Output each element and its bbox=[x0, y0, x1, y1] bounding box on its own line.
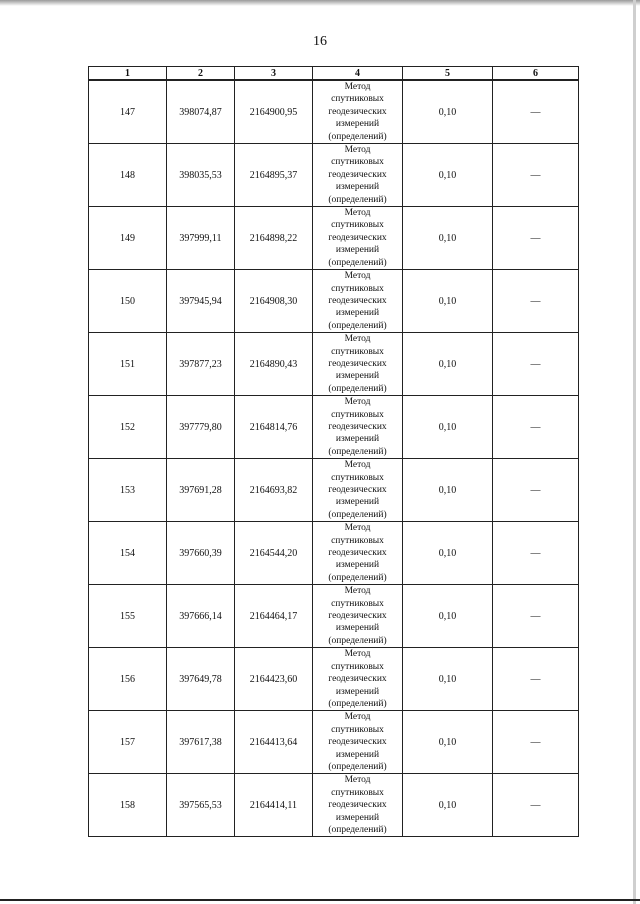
table-body bbox=[89, 80, 579, 837]
table-row bbox=[89, 711, 579, 774]
accuracy-cell: 0,10 bbox=[403, 648, 493, 711]
method-line: геодезических bbox=[328, 611, 387, 622]
accuracy-cell: 0,10 bbox=[403, 711, 493, 774]
point-number-cell: 157 bbox=[89, 711, 167, 774]
method-line: геодезических bbox=[328, 674, 387, 685]
y-coordinate-cell: 2164900,95 bbox=[235, 80, 313, 144]
method-line: спутниковых bbox=[331, 535, 384, 546]
method-line: Метод bbox=[344, 586, 371, 597]
method-line: спутниковых bbox=[331, 220, 384, 231]
method-line: (определений) bbox=[328, 320, 387, 331]
point-number-cell: 154 bbox=[89, 522, 167, 585]
method-cell bbox=[313, 774, 403, 837]
method-line: измерений bbox=[335, 434, 380, 445]
method-line: спутниковых bbox=[331, 724, 384, 735]
point-number-cell: 151 bbox=[89, 333, 167, 396]
y-coordinate-cell: 2164423,60 bbox=[235, 648, 313, 711]
point-number-cell: 152 bbox=[89, 396, 167, 459]
method-line: (определений) bbox=[328, 509, 387, 520]
x-coordinate-cell: 397649,78 bbox=[167, 648, 235, 711]
x-coordinate-cell: 397565,53 bbox=[167, 774, 235, 837]
accuracy-cell: 0,10 bbox=[403, 774, 493, 837]
note-cell: — bbox=[493, 522, 579, 585]
accuracy-cell: 0,10 bbox=[403, 333, 493, 396]
method-line: геодезических bbox=[328, 548, 387, 559]
method-line: геодезических bbox=[328, 106, 387, 117]
accuracy-cell: 0,10 bbox=[403, 522, 493, 585]
method-line: Метод bbox=[344, 334, 371, 345]
table-row bbox=[89, 207, 579, 270]
y-coordinate-cell: 2164464,17 bbox=[235, 585, 313, 648]
accuracy-cell: 0,10 bbox=[403, 207, 493, 270]
x-coordinate-cell: 398074,87 bbox=[167, 80, 235, 144]
method-line: измерений bbox=[335, 119, 380, 130]
method-line: спутниковых bbox=[331, 94, 384, 105]
method-line: геодезических bbox=[328, 358, 387, 369]
method-line: Метод bbox=[344, 523, 371, 534]
coordinates-table bbox=[88, 66, 579, 837]
method-line: Метод bbox=[344, 712, 371, 723]
table-row bbox=[89, 333, 579, 396]
method-cell bbox=[313, 585, 403, 648]
accuracy-cell: 0,10 bbox=[403, 80, 493, 144]
accuracy-cell: 0,10 bbox=[403, 396, 493, 459]
scan-top-shadow bbox=[0, 0, 640, 6]
method-cell bbox=[313, 711, 403, 774]
table-row bbox=[89, 270, 579, 333]
x-coordinate-cell: 397666,14 bbox=[167, 585, 235, 648]
note-cell: — bbox=[493, 207, 579, 270]
method-line: спутниковых bbox=[331, 787, 384, 798]
x-coordinate-cell: 397945,94 bbox=[167, 270, 235, 333]
method-line: спутниковых bbox=[331, 409, 384, 420]
table-row bbox=[89, 80, 579, 144]
method-line: Метод bbox=[344, 460, 371, 471]
method-line: геодезических bbox=[328, 421, 387, 432]
method-line: геодезических bbox=[328, 232, 387, 243]
x-coordinate-cell: 397779,80 bbox=[167, 396, 235, 459]
accuracy-cell: 0,10 bbox=[403, 459, 493, 522]
x-coordinate-cell: 397877,23 bbox=[167, 333, 235, 396]
method-cell bbox=[313, 333, 403, 396]
column-header: 4 bbox=[313, 67, 403, 81]
point-number-cell: 158 bbox=[89, 774, 167, 837]
note-cell: — bbox=[493, 270, 579, 333]
column-header: 1 bbox=[89, 67, 167, 81]
method-line: измерений bbox=[335, 308, 380, 319]
method-line: спутниковых bbox=[331, 157, 384, 168]
table-row bbox=[89, 396, 579, 459]
method-cell bbox=[313, 144, 403, 207]
column-header: 2 bbox=[167, 67, 235, 81]
method-cell bbox=[313, 396, 403, 459]
method-line: (определений) bbox=[328, 131, 387, 142]
point-number-cell: 150 bbox=[89, 270, 167, 333]
method-line: (определений) bbox=[328, 446, 387, 457]
method-line: (определений) bbox=[328, 572, 387, 583]
method-line: (определений) bbox=[328, 257, 387, 268]
method-line: геодезических bbox=[328, 295, 387, 306]
method-cell bbox=[313, 80, 403, 144]
method-line: спутниковых bbox=[331, 661, 384, 672]
method-line: измерений bbox=[335, 812, 380, 823]
point-number-cell: 148 bbox=[89, 144, 167, 207]
y-coordinate-cell: 2164814,76 bbox=[235, 396, 313, 459]
y-coordinate-cell: 2164890,43 bbox=[235, 333, 313, 396]
method-line: Метод bbox=[344, 271, 371, 282]
method-cell bbox=[313, 270, 403, 333]
accuracy-cell: 0,10 bbox=[403, 270, 493, 333]
method-line: Метод bbox=[344, 397, 371, 408]
point-number-cell: 155 bbox=[89, 585, 167, 648]
note-cell: — bbox=[493, 774, 579, 837]
table-row bbox=[89, 522, 579, 585]
x-coordinate-cell: 397617,38 bbox=[167, 711, 235, 774]
method-cell bbox=[313, 459, 403, 522]
table-row bbox=[89, 459, 579, 522]
method-cell bbox=[313, 522, 403, 585]
method-cell bbox=[313, 648, 403, 711]
method-line: (определений) bbox=[328, 383, 387, 394]
method-line: (определений) bbox=[328, 194, 387, 205]
note-cell: — bbox=[493, 144, 579, 207]
point-number-cell: 149 bbox=[89, 207, 167, 270]
method-line: спутниковых bbox=[331, 472, 384, 483]
table-row bbox=[89, 144, 579, 207]
method-cell bbox=[313, 207, 403, 270]
note-cell: — bbox=[493, 711, 579, 774]
table-row bbox=[89, 585, 579, 648]
method-line: (определений) bbox=[328, 635, 387, 646]
table-row bbox=[89, 648, 579, 711]
column-header: 6 bbox=[493, 67, 579, 81]
method-line: Метод bbox=[344, 775, 371, 786]
method-line: (определений) bbox=[328, 698, 387, 709]
scan-bottom-line bbox=[0, 899, 640, 901]
method-line: измерений bbox=[335, 245, 380, 256]
method-line: измерений bbox=[335, 749, 380, 760]
method-line: спутниковых bbox=[331, 598, 384, 609]
note-cell: — bbox=[493, 80, 579, 144]
accuracy-cell: 0,10 bbox=[403, 585, 493, 648]
method-line: спутниковых bbox=[331, 283, 384, 294]
y-coordinate-cell: 2164898,22 bbox=[235, 207, 313, 270]
x-coordinate-cell: 397999,11 bbox=[167, 207, 235, 270]
x-coordinate-cell: 398035,53 bbox=[167, 144, 235, 207]
x-coordinate-cell: 397660,39 bbox=[167, 522, 235, 585]
note-cell: — bbox=[493, 648, 579, 711]
table-row bbox=[89, 774, 579, 837]
method-line: измерений bbox=[335, 560, 380, 571]
y-coordinate-cell: 2164693,82 bbox=[235, 459, 313, 522]
method-line: (определений) bbox=[328, 824, 387, 835]
scan-right-edge bbox=[633, 0, 636, 904]
table-header-row bbox=[89, 67, 579, 81]
method-line: геодезических bbox=[328, 485, 387, 495]
y-coordinate-cell: 2164908,30 bbox=[235, 270, 313, 333]
accuracy-cell: 0,10 bbox=[403, 144, 493, 207]
note-cell: — bbox=[493, 396, 579, 459]
note-cell: — bbox=[493, 333, 579, 396]
method-line: Метод bbox=[344, 145, 371, 156]
method-line: спутниковых bbox=[331, 346, 384, 357]
x-coordinate-cell: 397691,28 bbox=[167, 459, 235, 522]
note-cell: — bbox=[493, 585, 579, 648]
method-line: Метод bbox=[344, 208, 371, 219]
y-coordinate-cell: 2164544,20 bbox=[235, 522, 313, 585]
y-coordinate-cell: 2164895,37 bbox=[235, 144, 313, 207]
method-line: измерений bbox=[335, 686, 380, 697]
method-line: геодезических bbox=[328, 800, 387, 811]
method-line: измерений bbox=[335, 182, 380, 193]
method-line: измерений bbox=[335, 371, 380, 382]
y-coordinate-cell: 2164414,11 bbox=[235, 774, 313, 837]
point-number-cell: 153 bbox=[89, 459, 167, 522]
method-line: (определений) bbox=[328, 761, 387, 772]
page-number: 16 bbox=[313, 34, 327, 49]
point-number-cell: 156 bbox=[89, 648, 167, 711]
method-line: измерений bbox=[335, 497, 380, 508]
method-line: геодезических bbox=[328, 737, 387, 748]
y-coordinate-cell: 2164413,64 bbox=[235, 711, 313, 774]
point-number-cell: 147 bbox=[89, 80, 167, 144]
method-line: геодезических bbox=[328, 169, 387, 180]
note-cell: — bbox=[493, 459, 579, 522]
column-header: 3 bbox=[235, 67, 313, 81]
method-line: Метод bbox=[344, 649, 371, 660]
method-line: измерений bbox=[335, 623, 380, 634]
column-header: 5 bbox=[403, 67, 493, 81]
method-line: Метод bbox=[344, 82, 371, 92]
